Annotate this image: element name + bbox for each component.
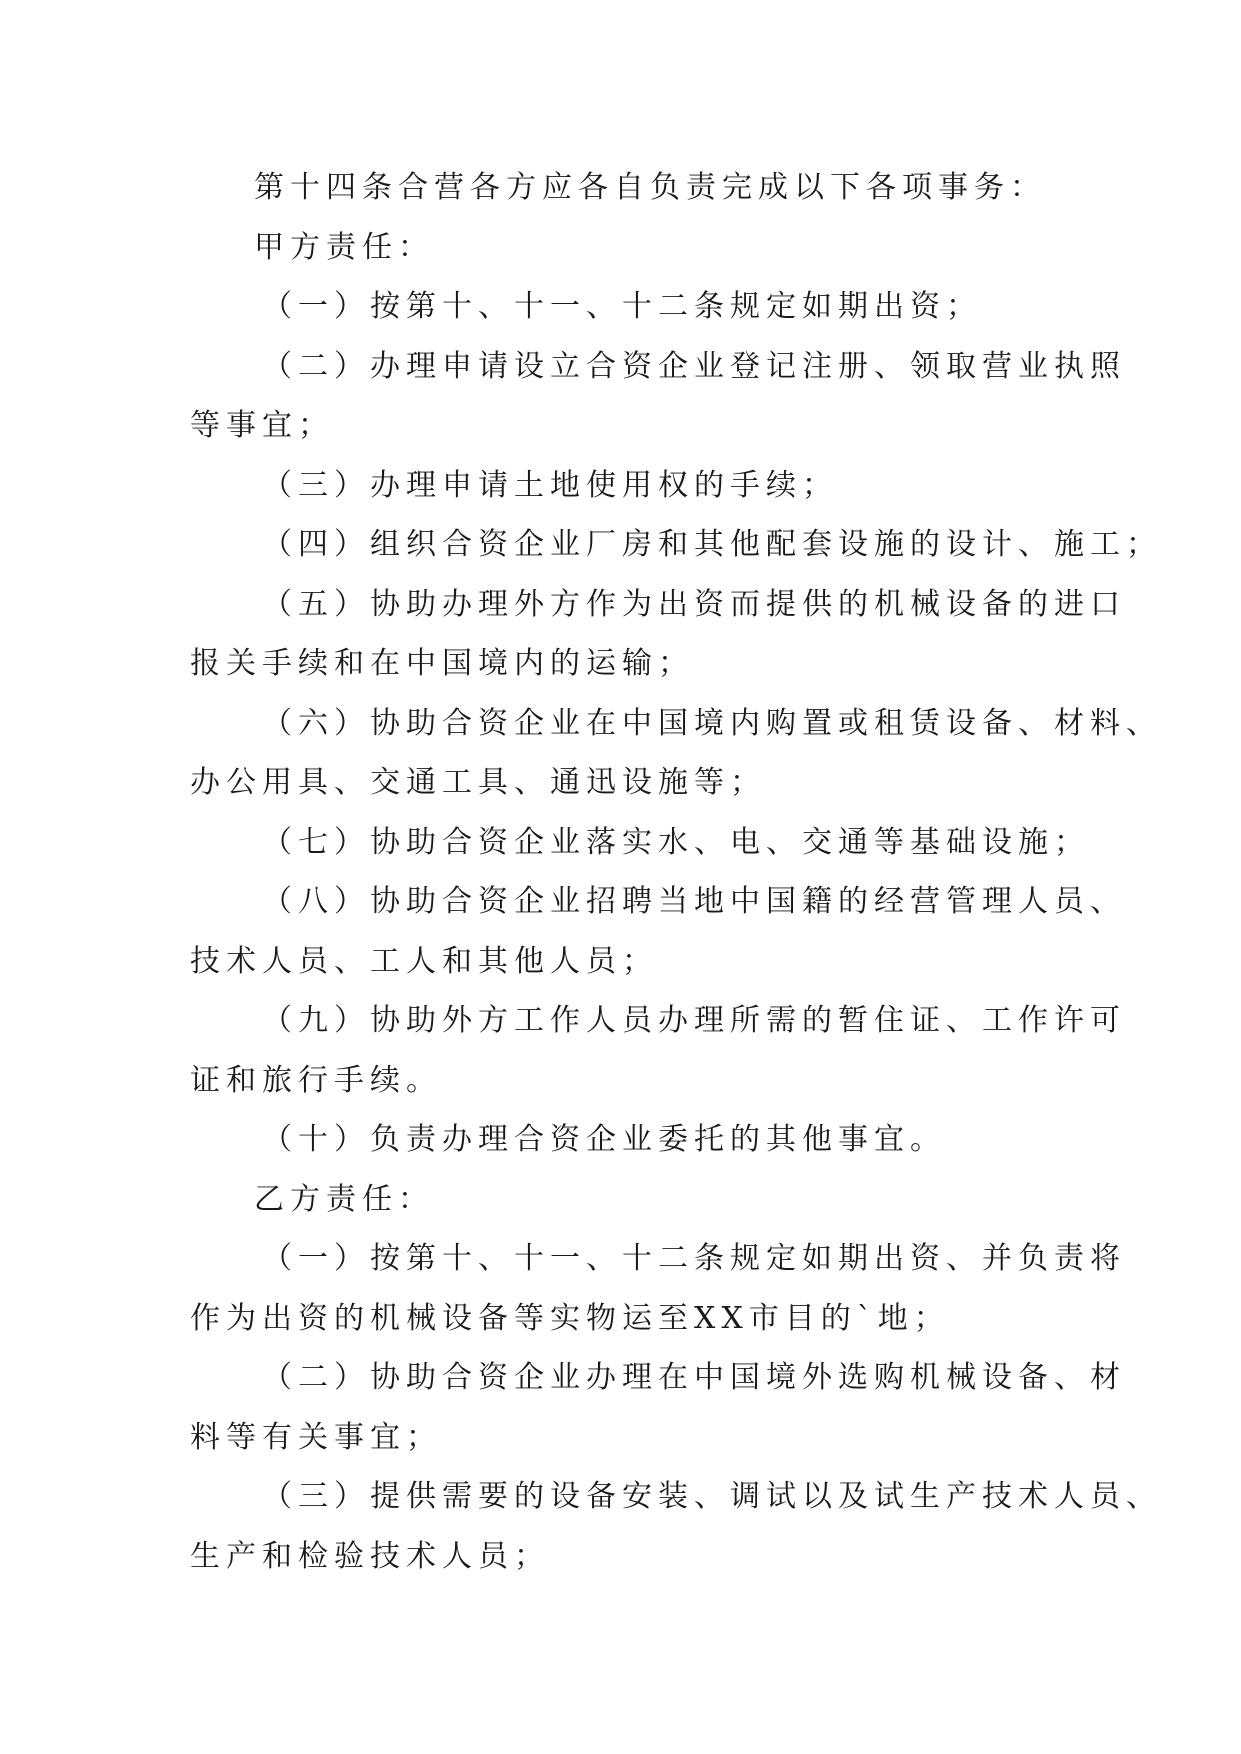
party-a-item-10: （十）负责办理合资企业委托的其他事宜。 (262, 1122, 946, 1157)
party-b-item-2-cont: 料等有关事宜； (190, 1419, 442, 1455)
document-body (190, 158, 1162, 1586)
party-a-item-6: （六）协助合资企业在中国境内购置或租赁设备、材料、 (262, 705, 1162, 741)
party-a-item-5: （五）协助办理外方作为出资而提供的机械设备的进口 (262, 586, 1126, 622)
party-b-heading: 乙方责任： (254, 1181, 434, 1217)
party-a-item-2: （二）办理申请设立合资企业登记注册、领取营业执照 (262, 348, 1126, 384)
party-b-item-3-cont: 生产和检验技术人员； (190, 1538, 550, 1574)
article-14-heading: 第十四条合营各方应各自负责完成以下各项事务： (254, 170, 1046, 205)
party-a-item-9: （九）协助外方工作人员办理所需的暂住证、工作许可 (262, 1003, 1126, 1038)
party-b-item-3: （三）提供需要的设备安装、调试以及试生产技术人员、 (262, 1479, 1162, 1514)
party-a-item-9-cont: 证和旅行手续。 (190, 1062, 442, 1098)
party-a-item-6-cont: 办公用具、交通工具、通迅设施等； (190, 765, 766, 800)
party-a-item-8-cont: 技术人员、工人和其他人员； (190, 943, 658, 979)
party-a-item-5-cont: 报关手续和在中国境内的运输； (190, 646, 694, 681)
party-b-item-1: （一）按第十、十一、十二条规定如期出资、并负责将 (262, 1241, 1126, 1276)
party-b-item-2: （二）协助合资企业办理在中国境外选购机械设备、材 (262, 1360, 1126, 1395)
party-a-item-1: （一）按第十、十一、十二条规定如期出资； (262, 289, 982, 324)
party-a-item-2-cont: 等事宜； (190, 408, 334, 443)
party-a-item-7: （七）协助合资企业落实水、电、交通等基础设施； (262, 824, 1090, 860)
party-a-item-3: （三）办理申请土地使用权的手续； (262, 467, 838, 503)
party-a-item-4: （四）组织合资企业厂房和其他配套设施的设计、施工； (262, 527, 1162, 562)
party-b-item-1-cont: 作为出资的机械设备等实物运至XX市目的`地； (190, 1300, 950, 1336)
party-a-heading: 甲方责任： (254, 229, 434, 265)
party-a-item-8: （八）协助合资企业招聘当地中国籍的经营管理人员、 (262, 884, 1126, 919)
